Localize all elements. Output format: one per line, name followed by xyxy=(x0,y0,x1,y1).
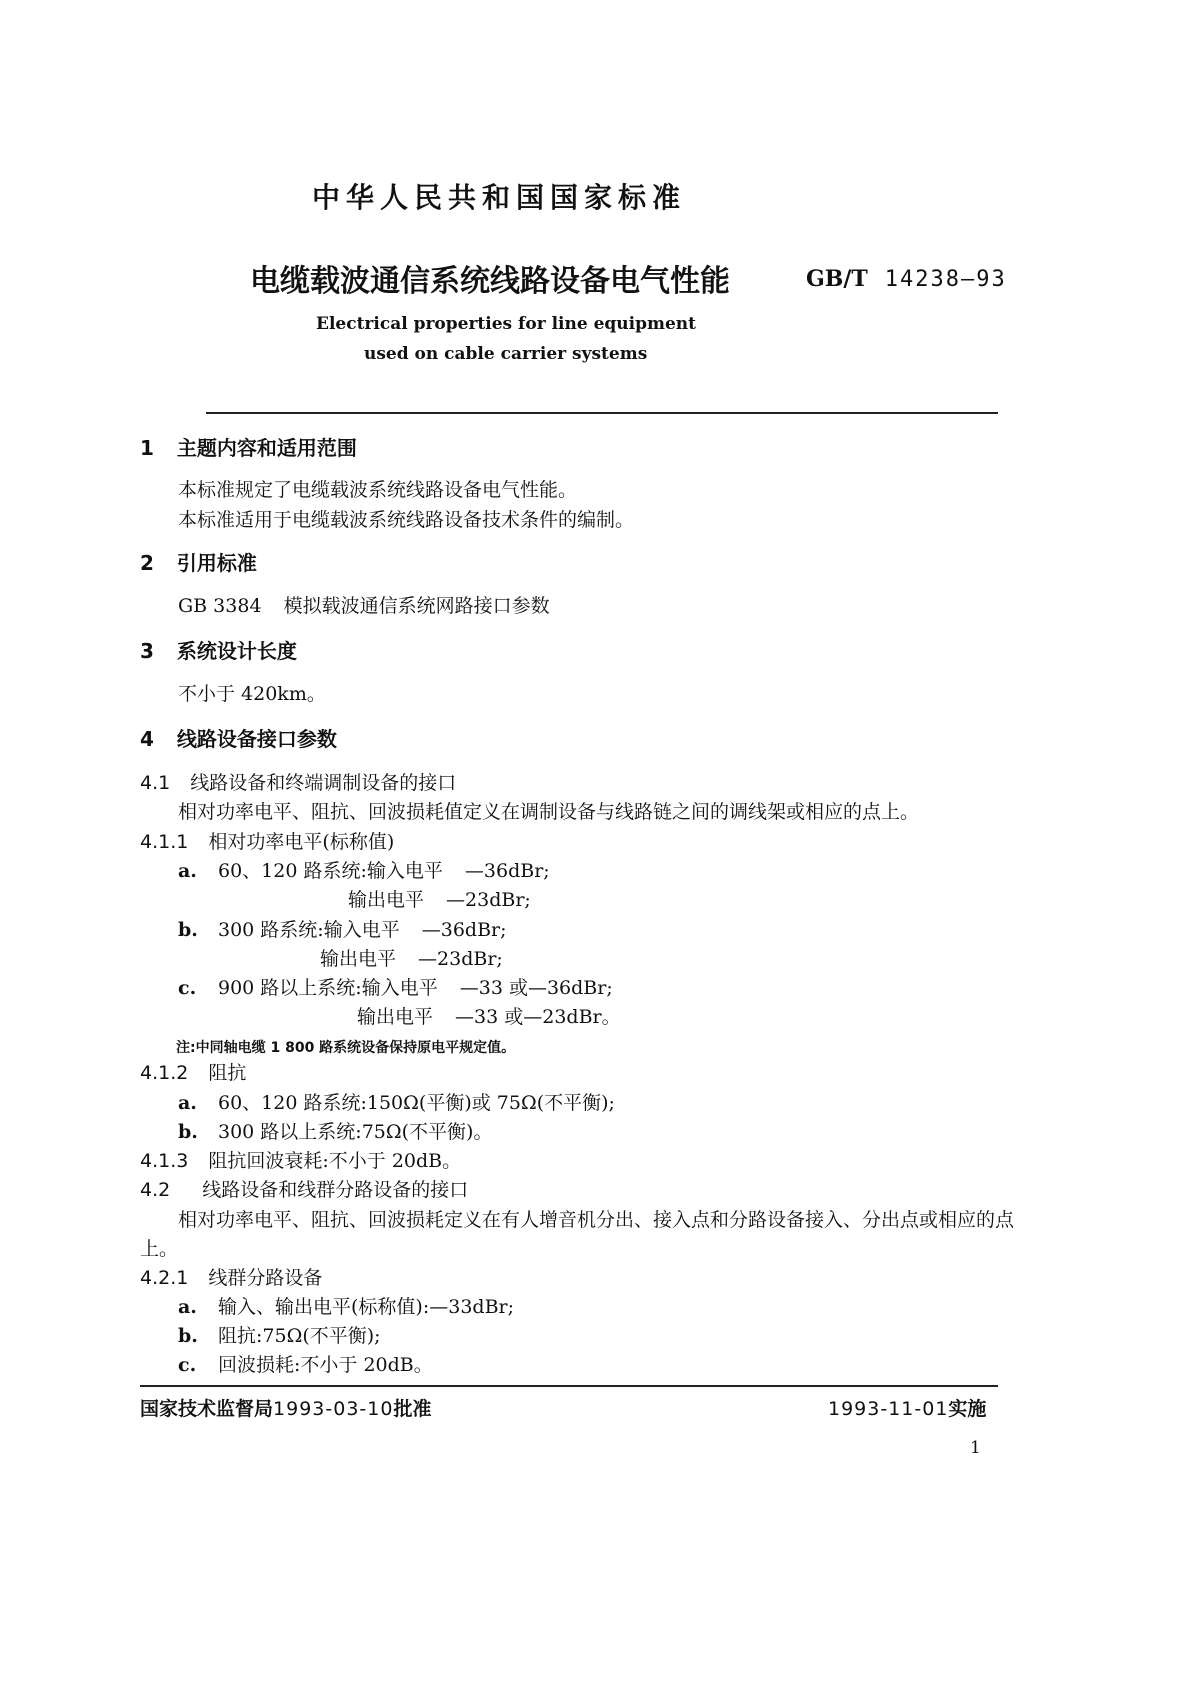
item-text: 60、120 路系统:150Ω(平衡)或 75Ω(不平衡); xyxy=(218,1092,615,1114)
item-text: 输入、输出电平(标称值):—33dBr; xyxy=(218,1296,515,1318)
branching-item-c xyxy=(178,1356,433,1375)
effective-date: 1993-11-01 xyxy=(828,1398,949,1420)
branching-item-a xyxy=(178,1298,514,1317)
section-title: 阻抗 xyxy=(208,1062,247,1084)
approval-suffix: 批准 xyxy=(393,1398,432,1420)
standard-prefix: GB/T xyxy=(806,266,868,292)
doc-title: 电缆载波通信系统线路设备电气性能 xyxy=(250,264,730,299)
section-4-2-paragraph-line2: 上。 xyxy=(140,1238,179,1260)
item-mark: b. xyxy=(178,919,198,941)
approval-org: 国家技术监督局 xyxy=(140,1398,274,1420)
section-title: 系统设计长度 xyxy=(176,639,297,663)
section-number: 4.1.2 xyxy=(140,1062,189,1084)
approval-line xyxy=(140,1394,431,1421)
section-1-paragraph-1: 本标准规定了电缆载波系统线路设备电气性能。 xyxy=(178,479,578,501)
level-item-a-input xyxy=(178,862,550,881)
english-title-line2: used on cable carrier systems xyxy=(364,344,648,364)
item-input-value: —36dBr; xyxy=(464,860,550,882)
section-4-1-2-heading xyxy=(140,1064,246,1083)
section-title: 引用标准 xyxy=(176,551,257,575)
section-4-1-1-heading xyxy=(140,833,394,852)
item-output-value: —23dBr; xyxy=(446,889,531,911)
item-system: 900 路以上系统: xyxy=(218,977,362,999)
section-number: 4.2 xyxy=(140,1179,171,1201)
header-divider xyxy=(206,412,998,414)
standard-number xyxy=(806,266,1007,292)
section-number: 4.1 xyxy=(140,772,171,794)
section-4-2-heading xyxy=(140,1181,468,1200)
standard-code: 14238—93 xyxy=(884,267,1007,292)
section-number: 4.2.1 xyxy=(140,1267,189,1289)
section-3-paragraph: 不小于 420km。 xyxy=(178,683,326,705)
org-title: 中华人民共和国国家标准 xyxy=(312,181,687,214)
item-output-label: 输出电平 xyxy=(348,889,425,911)
section-4-2-paragraph-line1: 相对功率电平、阻抗、回波损耗定义在有人增音机分出、接入点和分路设备接入、分出点或相应的点 xyxy=(178,1209,1015,1231)
branching-item-b xyxy=(178,1327,381,1346)
item-input-label: 输入电平 xyxy=(323,919,400,941)
level-item-b-output xyxy=(320,950,503,969)
approval-date: 1993-03-10 xyxy=(273,1398,394,1420)
section-title: 相对功率电平(标称值) xyxy=(208,831,395,853)
item-input-label: 输入电平 xyxy=(366,860,443,882)
item-output-value: —33 或—23dBr。 xyxy=(455,1006,621,1028)
section-title: 线路设备接口参数 xyxy=(176,727,337,751)
section-title: 线路设备和线群分路设备的接口 xyxy=(202,1179,469,1201)
section-number: 3 xyxy=(140,639,154,663)
section-number: 4.1.1 xyxy=(140,831,189,853)
section-number: 4.1.3 xyxy=(140,1150,189,1172)
section-number: 4 xyxy=(140,727,154,751)
section-4-heading xyxy=(140,729,337,749)
reference-title: 模拟载波通信系统网路接口参数 xyxy=(283,595,550,617)
page-number: 1 xyxy=(970,1438,981,1458)
item-mark: c. xyxy=(178,1354,197,1376)
item-mark: b. xyxy=(178,1325,198,1347)
item-mark: a. xyxy=(178,1296,197,1318)
item-system: 300 路系统: xyxy=(218,919,324,941)
section-4-1-heading xyxy=(140,774,456,793)
footer-divider xyxy=(140,1385,998,1387)
item-system: 60、120 路系统: xyxy=(218,860,367,882)
english-title-line1: Electrical properties for line equipment xyxy=(316,314,697,334)
section-3-heading xyxy=(140,641,297,661)
section-4-2-1-heading xyxy=(140,1269,322,1288)
section-4-1-paragraph: 相对功率电平、阻抗、回波损耗值定义在调制设备与线路链之间的调线架或相应的点上。 xyxy=(178,801,920,823)
effective-line xyxy=(828,1394,986,1421)
item-mark: b. xyxy=(178,1121,198,1143)
item-output-label: 输出电平 xyxy=(357,1006,434,1028)
section-title: 主题内容和适用范围 xyxy=(176,436,357,460)
section-4-1-3 xyxy=(140,1152,461,1171)
item-text: 回波损耗:不小于 20dB。 xyxy=(218,1354,433,1376)
level-item-c-output xyxy=(357,1008,621,1027)
item-mark: a. xyxy=(178,1092,197,1114)
level-item-b-input xyxy=(178,921,507,940)
reference-standard xyxy=(178,597,550,616)
section-text: 阻抗回波衰耗:不小于 20dB。 xyxy=(208,1150,462,1172)
item-mark: c. xyxy=(178,977,197,999)
section-number: 2 xyxy=(140,551,154,575)
item-input-value: —36dBr; xyxy=(421,919,507,941)
section-1-heading xyxy=(140,438,357,458)
section-2-heading xyxy=(140,553,257,573)
item-text: 阻抗:75Ω(不平衡); xyxy=(218,1325,381,1347)
reference-code: GB 3384 xyxy=(178,595,262,617)
impedance-item-b xyxy=(178,1123,492,1142)
level-item-a-output xyxy=(348,891,531,910)
section-title: 线路设备和终端调制设备的接口 xyxy=(190,772,457,794)
section-number: 1 xyxy=(140,436,154,460)
section-title: 线群分路设备 xyxy=(208,1267,323,1289)
item-output-label: 输出电平 xyxy=(320,948,397,970)
level-item-c-input xyxy=(178,979,613,998)
item-output-value: —23dBr; xyxy=(418,948,503,970)
impedance-item-a xyxy=(178,1094,615,1113)
effective-suffix: 实施 xyxy=(948,1398,987,1420)
item-mark: a. xyxy=(178,860,197,882)
level-note: 注:中同轴电缆 1 800 路系统设备保持原电平规定值。 xyxy=(176,1040,516,1056)
section-1-paragraph-2: 本标准适用于电缆载波系统线路设备技术条件的编制。 xyxy=(178,509,635,531)
item-input-label: 输入电平 xyxy=(361,977,438,999)
item-input-value: —33 或—36dBr; xyxy=(459,977,613,999)
item-text: 300 路以上系统:75Ω(不平衡)。 xyxy=(218,1121,493,1143)
